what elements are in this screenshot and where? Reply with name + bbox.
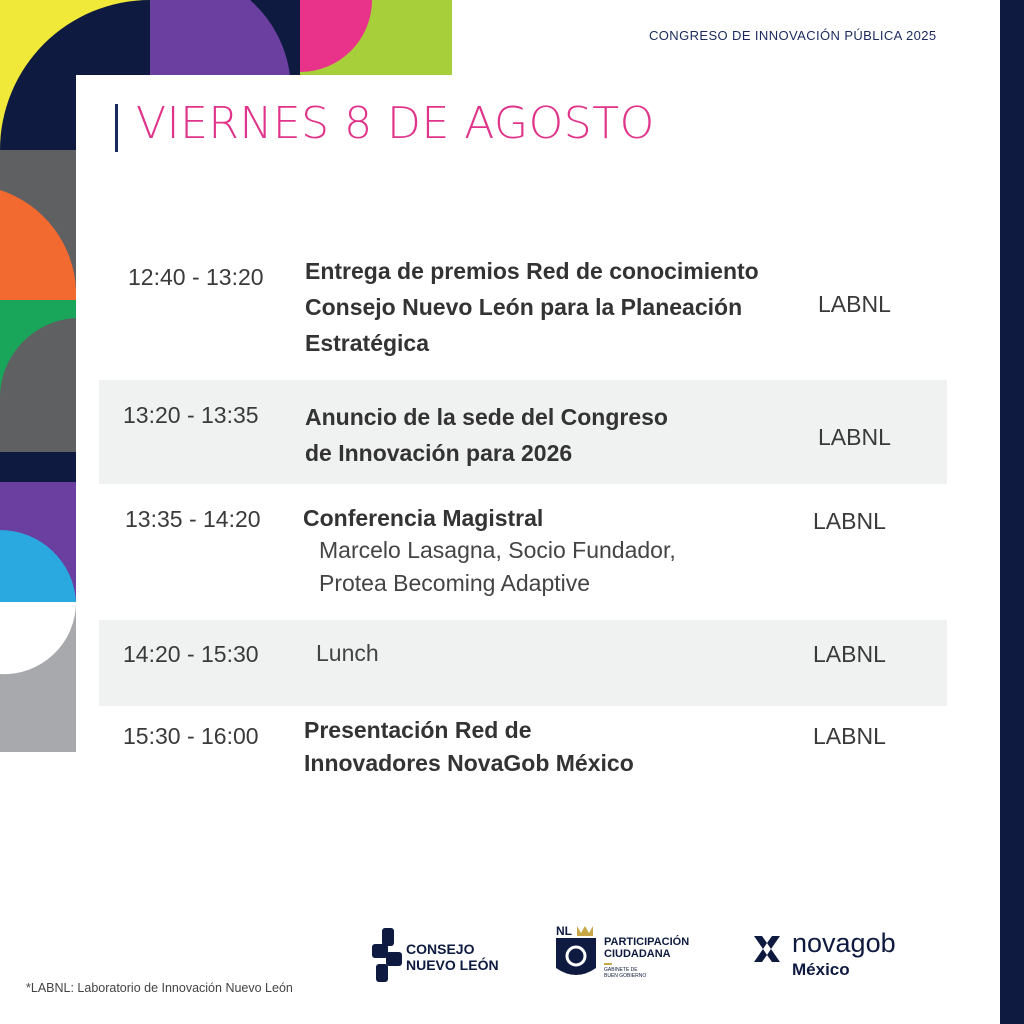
right-accent-bar xyxy=(1000,0,1024,1024)
session-title xyxy=(305,253,759,361)
session-title xyxy=(304,714,634,780)
session-title-line: Presentación Red de xyxy=(304,717,532,743)
novagob-x-icon xyxy=(750,932,784,966)
session-venue: LABNL xyxy=(813,641,886,667)
session-title: Conferencia Magistral xyxy=(303,505,544,531)
consejo-symbol-icon xyxy=(372,928,404,984)
speaker-name: Marcelo Lasagna xyxy=(319,537,496,563)
session-venue: LABNL xyxy=(813,508,886,534)
title-accent-bar xyxy=(115,104,118,152)
session-time: 12:40 - 13:20 xyxy=(128,264,264,290)
session-title-line: Consejo Nuevo León para la Planeación xyxy=(305,294,743,320)
novagob-mexico-logo: novagob México xyxy=(750,928,910,984)
session-time: 14:20 - 15:30 xyxy=(123,641,259,667)
session-title: Lunch xyxy=(316,640,379,666)
participacion-ciudadana-logo: NL PARTICIPACIÓN CIUDADANA GABINETE DE BUEN GOBIERNO xyxy=(555,924,715,984)
session-time: 15:30 - 16:00 xyxy=(123,723,259,749)
session-title-line: de Innovación para 2026 xyxy=(305,440,573,466)
session-venue: LABNL xyxy=(813,723,886,749)
session-title-line: Entrega de premios Red de conocimiento xyxy=(305,258,759,284)
speaker-info xyxy=(319,534,676,600)
crown-shield-icon xyxy=(555,924,597,982)
congress-label: CONGRESO DE INNOVACIÓN PÚBLICA 2025 xyxy=(649,28,937,43)
session-title-line: Anuncio de la sede del Congreso xyxy=(305,404,668,430)
footnote: *LABNL: Laboratorio de Innovación Nuevo León xyxy=(26,981,293,995)
session-title-line: Estratégica xyxy=(305,330,430,356)
session-venue: LABNL xyxy=(818,424,891,450)
session-time: 13:20 - 13:35 xyxy=(123,402,259,428)
session-title xyxy=(305,399,668,471)
speaker-organization: Protea Becoming Adaptive xyxy=(319,570,591,596)
day-title: VIERNES 8 DE AGOSTO xyxy=(136,98,655,149)
session-title-line: Innovadores NovaGob México xyxy=(304,750,634,776)
session-venue: LABNL xyxy=(818,291,891,317)
consejo-nuevo-leon-logo: CONSEJO NUEVO LEÓN xyxy=(372,928,512,984)
speaker-role: , Socio Fundador, xyxy=(495,537,676,563)
session-time: 13:35 - 14:20 xyxy=(125,506,261,532)
